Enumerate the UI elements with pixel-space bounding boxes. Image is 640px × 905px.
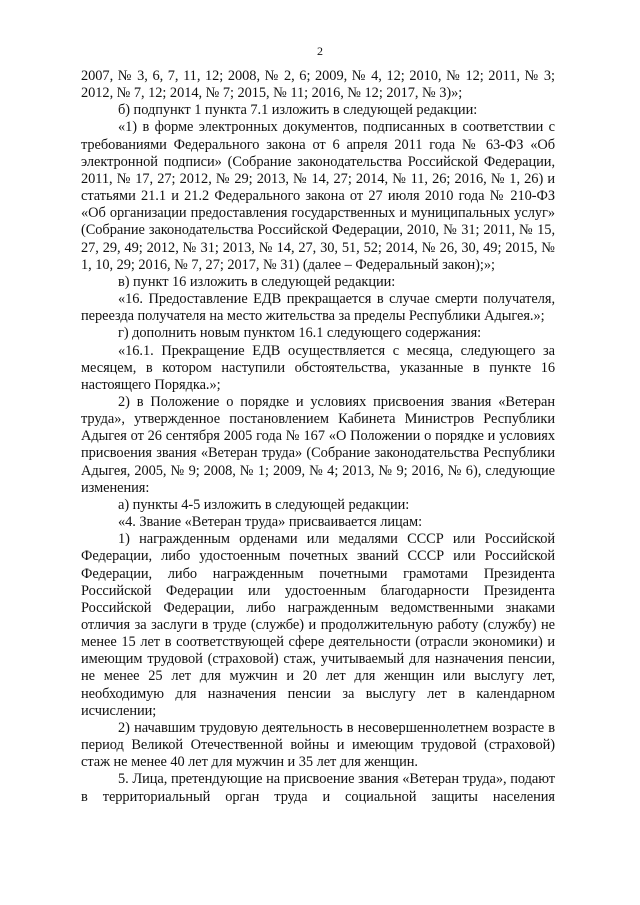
paragraph-subitem-g: г) дополнить новым пунктом 16.1 следующего содержания: — [118, 325, 482, 342]
paragraph-subitem-a: а) пункты 4-5 изложить в следующей редакции: — [118, 496, 410, 513]
paragraph-point-4-item-2: 2) начавшим трудовую деятельность в несовершеннолетнем возрасте в период Великой Отечественной войны и имеющим трудовой (страховой) стаж не менее 40 лет для мужчин и 35 лет для женщин. — [81, 719, 555, 771]
document-body — [81, 68, 555, 806]
paragraph-point-4: «4. Звание «Ветеран труда» присваивается лицам: — [118, 514, 423, 531]
paragraph-point-16-1: «16.1. Прекращение ЕДВ осуществляется с месяца, следующего за месяцем, в котором наступили обстоятельства, указанные в пункте 16 настоящего Порядка.»; — [81, 342, 555, 393]
page-number: 2 — [317, 44, 323, 58]
paragraph-subitem-v: в) пункт 16 изложить в следующей редакции: — [118, 273, 396, 290]
paragraph-point-16: «16. Предоставление ЕДВ прекращается в случае смерти получателя, переезда получателя на место жительства за пределы Республики Адыгея.»; — [81, 291, 555, 325]
paragraph-subitem-b: б) подпункт 1 пункта 7.1 изложить в следующей редакции: — [118, 102, 478, 119]
paragraph-item-2: 2) в Положение о порядке и условиях присвоения звания «Ветеран труда», утвержденное постановлением Кабинета Министров Республики Адыгея от 26 сентября 2005 года № 167 «О Положении о порядке и условиях присвоения звания «Ветеран труда» (Собрание законодательства Республики Адыгея, 2005, № 9; 2008, № 1; 2009, № 4; 2013, № 9; 2016, № 6), следующие изменения: — [81, 393, 555, 496]
paragraph-point-4-item-1: 1) награжденным орденами или медалями СССР или Российской Федерации, либо удостоенным почетных званий СССР или Российской Федерации, либо награжденным почетными грамотами Президента Российской Федерации или удостоенным благодарности Президента Российской Федерации, либо награжденным ведомственными знаками отличия за заслуги в труде (службе) и продолжительную работу (службу) не менее 15 лет в соответствующей сфере деятельности (отрасли экономики) и имеющим трудовой (страховой) стаж, учитываемый для назначения пенсии, не менее 25 лет для мужчин и 20 лет для женщин или выслугу лет, необходимую для назначения пенсии за выслугу лет в календарном исчислении; — [81, 531, 555, 719]
paragraph-electronic-documents: «1) в форме электронных документов, подписанных в соответствии с требованиями Федерального закона от 6 апреля 2011 года № 63-ФЗ «Об электронной подписи» (Собрание законодательства Российской Федерации, 2011, № 17, 27; 2012, № 29; 2013, № 14, 27; 2014, № 11, 26; 2016, № 1, 26) и статьями 21.1 и 21.2 Федерального закона от 27 июля 2010 года № 210-ФЗ «Об организации предоставления государственных и муниципальных услуг» (Собрание законодательства Российской Федерации, 2010, № 31; 2011, № 15, 27, 29, 49; 2012, № 31; 2013, № 14, 27, 30, 51, 52; 2014, № 26, 30, 49; 2015, № 1, 10, 29; 2016, № 7, 27; 2017, № 31) (далее – Федеральный закон);»; — [81, 119, 555, 273]
paragraph-point-5: 5. Лица, претендующие на присвоение звания «Ветеран труда», подают в территориальный орган труда и социальной защиты населения — [81, 771, 555, 805]
paragraph-citation-continuation: 2007, № 3, 6, 7, 11, 12; 2008, № 2, 6; 2009, № 4, 12; 2010, № 12; 2011, № 3; 2012, № 7, 12; 2014, № 7; 2015, № 11; 2016, № 12; 2017, № 3)»; — [81, 68, 555, 102]
